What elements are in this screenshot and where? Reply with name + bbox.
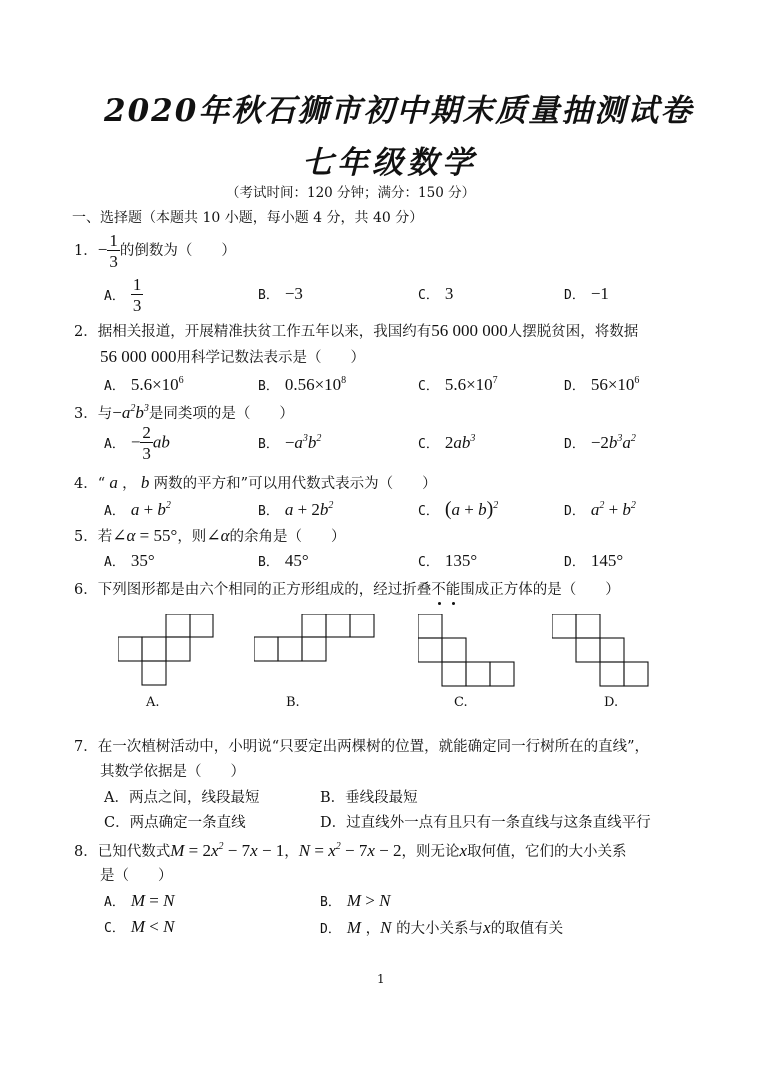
page-subtitle: 七年级数学 [302, 145, 477, 181]
q4-option-c: C． $(a + b)^2$ [418, 498, 499, 520]
q3-option-b: B． $-a^3b^2$ [258, 433, 322, 452]
question-3: 3．与$-a^2b^3$是同类项的是（ ） [74, 403, 294, 422]
q8-option-d: D． M ，N 的大小关系与x的取值有关 [320, 918, 564, 937]
exam-info: （考试时间：120 分钟；满分：150 分） [226, 185, 476, 201]
q3-option-c: C． $2ab^3$ [418, 433, 476, 452]
cube-net-a [118, 614, 214, 686]
q4-option-d: D． $a^2 + b^2$ [564, 500, 636, 519]
question-8-line2: 是（ ） [100, 868, 173, 884]
cube-net-c [418, 614, 516, 688]
q2-option-c: C． $5.6\times 10^7$ [418, 375, 498, 394]
cube-net-d [552, 614, 650, 688]
q1-option-a: A． $\frac{1}{3}$ [104, 275, 142, 315]
question-6: 6．下列图形都是由六个相同的正方形组成的，经过折叠不能围成正方体的是（ ） [74, 582, 620, 598]
q7-option-a: A．两点之间，线段最短 [104, 790, 260, 806]
q1-option-c: C． 3 [418, 284, 454, 303]
q7-option-c: C．两点确定一条直线 [104, 815, 246, 831]
q4-option-b: B． $a + 2b^2$ [258, 500, 334, 519]
q1-option-b: B． −3 [258, 284, 303, 303]
question-1: 1．− $\frac{1}{3}$ 的倒数为（ ） [74, 231, 236, 271]
q2-option-b: B． $0.56\times 10^8$ [258, 375, 347, 394]
q7-option-b: B．垂线段最短 [320, 790, 418, 806]
fraction: $\frac{1}{3}$ [109, 231, 118, 271]
question-2: 2．据相关报道，开展精准扶贫工作五年以来，我国约有56 000 000人摆脱贫困，将数据 [74, 321, 639, 340]
q5-option-c: C． 135° [418, 551, 478, 570]
q5-option-b: B． 45° [258, 551, 309, 570]
q3-option-a: A． − $\frac{2}{3}$ ab [104, 423, 170, 463]
question-7-line2: 其数学依据是（ ） [100, 764, 245, 780]
cube-net-b [254, 614, 376, 664]
q8-option-b: B． M > N [320, 891, 391, 910]
q5-option-d: D． 145° [564, 551, 624, 570]
q7-option-d: D．过直线外一点有且只有一条直线与这条直线平行 [320, 815, 651, 831]
question-5: 5．若∠α = 55°，则∠α的余角是（ ） [74, 526, 346, 545]
question-7: 7．在一次植树活动中，小明说“只要定出两棵树的位置，就能确定同一行树所在的直线”， [74, 739, 650, 755]
section-heading: 一、选择题（本题共 10 小题，每小题 4 分，共 40 分） [72, 210, 424, 226]
q1-option-d: D． −1 [564, 284, 609, 303]
net-label-a: A. [146, 695, 160, 710]
question-2-line2: 56 000 000用科学记数法表示是（ ） [100, 347, 365, 366]
q8-option-c: C． M < N [104, 917, 175, 936]
net-label-d: D. [604, 695, 619, 710]
page-number: 1 [377, 972, 385, 986]
net-label-c: C. [454, 695, 468, 710]
q2-option-a: A． $5.6\times 10^6$ [104, 375, 184, 394]
question-4: 4．“ a ， b 两数的平方和”可以用代数式表示为（ ） [74, 473, 437, 492]
q3-option-d: D． $-2b^3a^2$ [564, 433, 636, 452]
page-title: 2020年秋石狮市初中期末质量抽测试卷 [104, 93, 694, 129]
net-label-b: B. [286, 695, 300, 710]
q4-option-a: A． $a + b^2$ [104, 500, 171, 519]
q5-option-a: A． 35° [104, 551, 155, 570]
question-8: 8．已知代数式$M = 2x^2 - 7x - 1$，$N = x^2 - 7x - 2$，则无论x取何值，它们的大小关系 [74, 841, 627, 860]
q2-option-d: D． $56\times 10^6$ [564, 375, 640, 394]
q8-option-a: A． M = N [104, 891, 175, 910]
